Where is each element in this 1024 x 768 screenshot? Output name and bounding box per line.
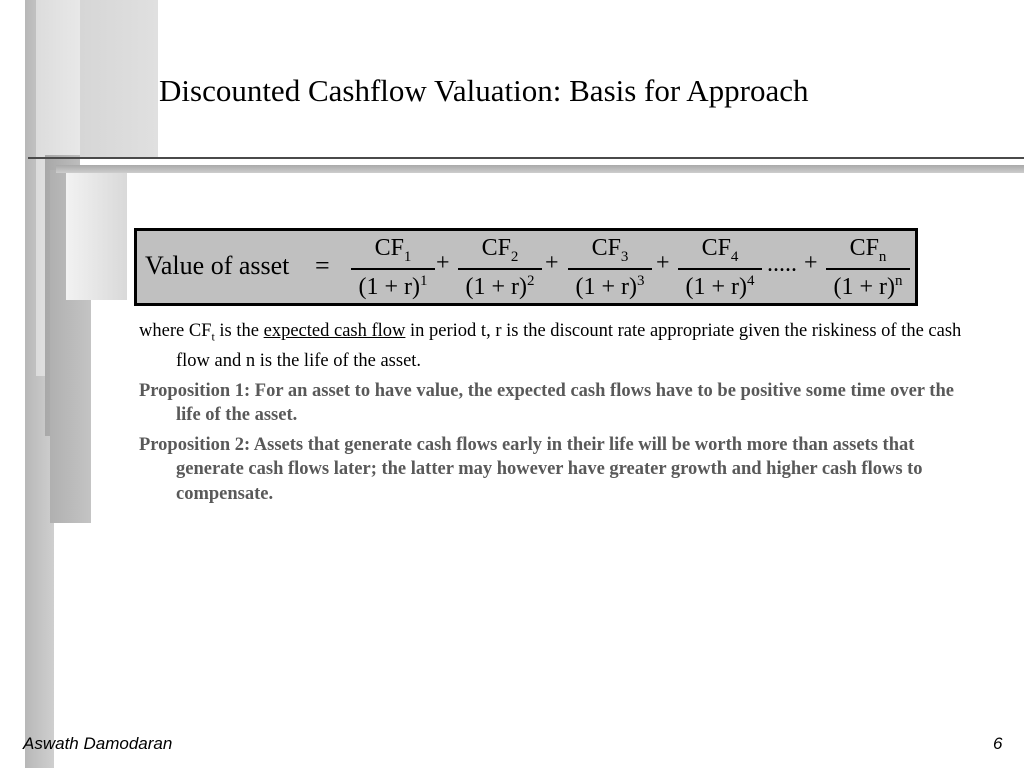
plus-sign: +: [656, 250, 670, 276]
expected-cash-flow-link[interactable]: expected cash flow: [263, 321, 406, 341]
definition-paragraph: where $CF_t$ is the expected cash flow in period t, r is the discount rate appropriate given the riskiness of the cash flow and n is the life of the asset.: [139, 321, 962, 372]
fraction-bar: [678, 268, 762, 270]
slide-title: Discounted Cashflow Valuation: Basis for Approach: [159, 73, 809, 108]
slide-body: [139, 319, 979, 511]
decor-bar: [66, 172, 127, 300]
fraction-bar: [568, 268, 652, 270]
denominator: $(1 + r)^n$: [833, 273, 903, 300]
numerator: $CF_n$: [849, 235, 887, 265]
proposition-1: Proposition 1: For an asset to have value, the expected cash flows have to be positive some time over the life of the asset.: [139, 380, 954, 426]
denominator: $(1 + r)^4$: [685, 273, 755, 300]
fraction-bar: [826, 268, 910, 270]
denominator: $(1 + r)^1$: [358, 273, 428, 300]
denominator: $(1 + r)^3$: [575, 273, 645, 300]
numerator: $CF_3$: [591, 235, 629, 265]
title-underbar: [56, 165, 1024, 173]
plus-sign: +: [804, 250, 818, 276]
formula-box: [134, 228, 918, 306]
fraction-bar: [458, 268, 542, 270]
numerator: $CF_4$: [701, 235, 739, 265]
formula-label: Value of asset: [145, 251, 290, 280]
formula-equals: =: [315, 251, 330, 280]
plus-sign: +: [436, 250, 450, 276]
page-number: 6: [993, 734, 1003, 753]
footer-author: Aswath Damodaran: [23, 734, 173, 753]
title-divider: [28, 157, 1024, 159]
decor-bar: [80, 0, 158, 158]
proposition-2: Proposition 2: Assets that generate cash flows early in their life will be worth more than assets that generate cash flows later; the latter may however have greater growth and higher cash flows to compensate.: [139, 434, 923, 504]
numerator: $CF_1$: [374, 235, 412, 265]
numerator: $CF_2$: [481, 235, 519, 265]
denominator: $(1 + r)^2$: [465, 273, 535, 300]
formula-ellipsis: .....: [767, 251, 797, 277]
plus-sign: +: [545, 250, 559, 276]
fraction-bar: [351, 268, 435, 270]
